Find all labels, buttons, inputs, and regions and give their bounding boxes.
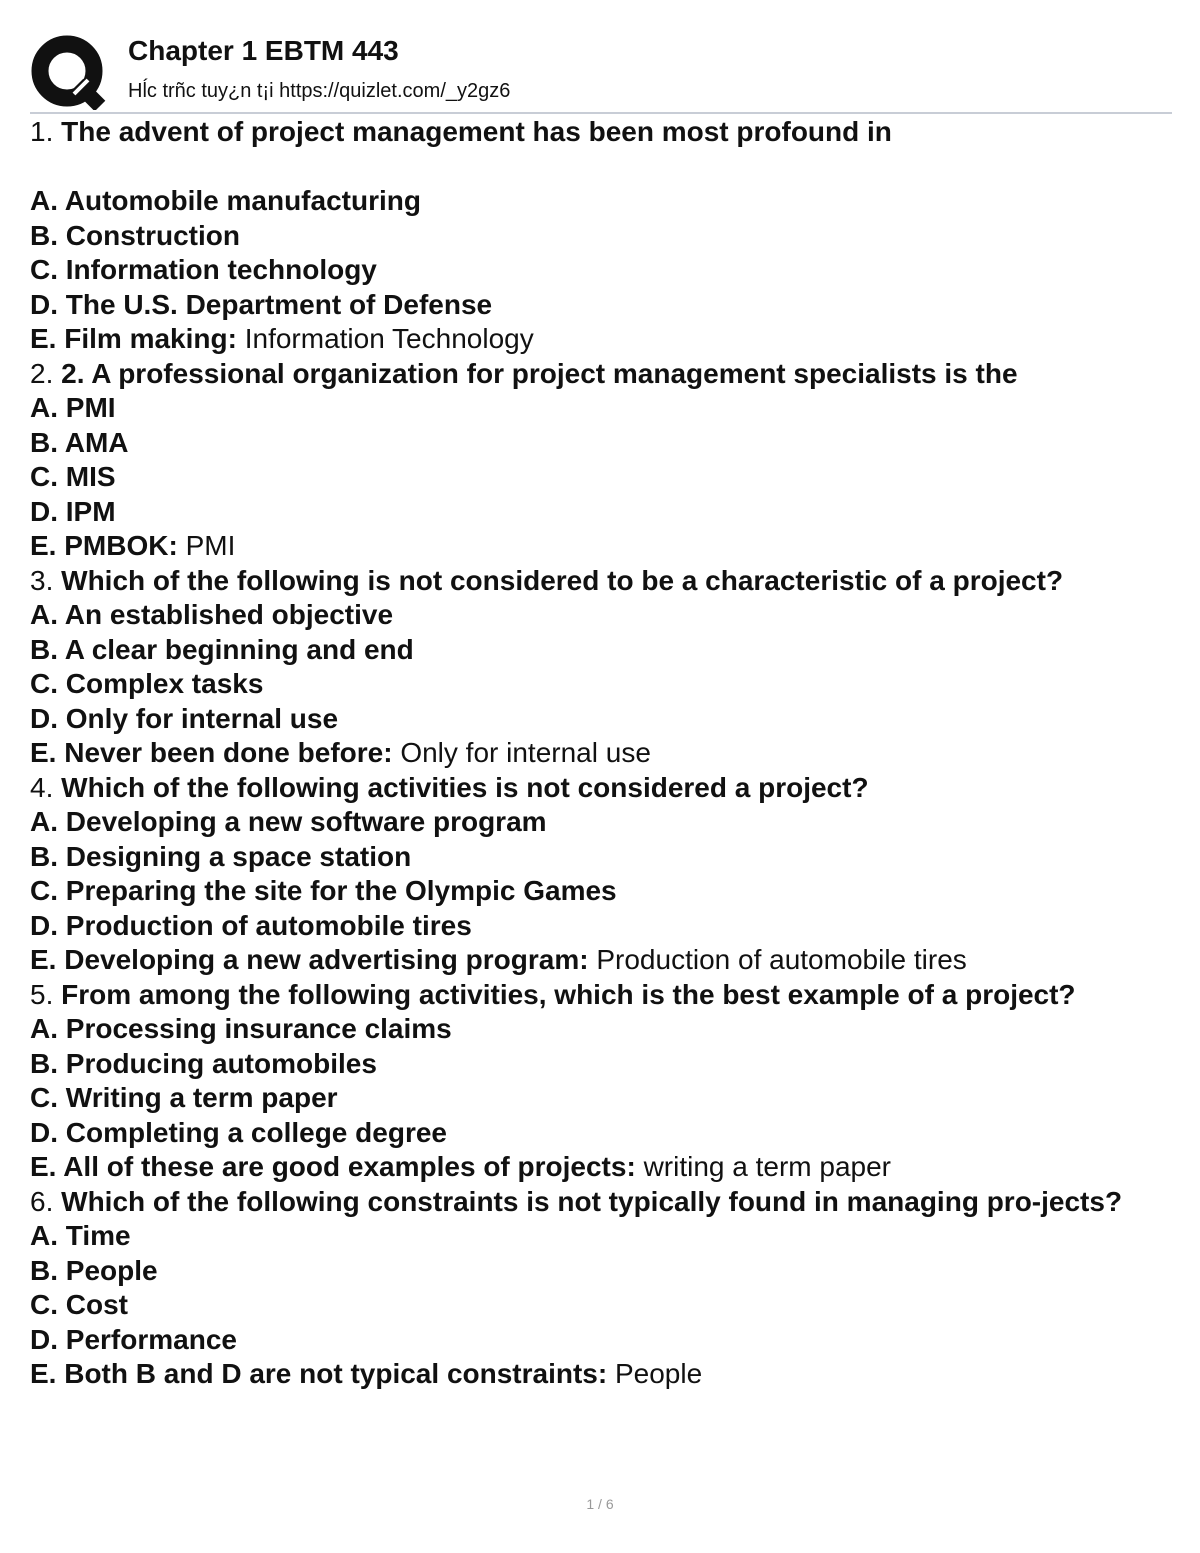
question-6: [30, 1185, 1180, 1220]
answer-text: Information Technology: [244, 323, 534, 354]
page-header: [30, 26, 1172, 112]
option-a: A. An established objective: [30, 599, 394, 630]
quizlet-logo-icon: [30, 34, 106, 110]
option-e-answer: [30, 529, 1180, 564]
option-e: E. PMBOK:: [30, 530, 178, 561]
option-a: A. Developing a new software program: [30, 806, 547, 837]
option-d: D. IPM: [30, 495, 116, 527]
option-d: D. Performance: [30, 1323, 237, 1355]
option-d: D. Only for internal use: [30, 702, 339, 734]
option-e: E. Developing a new advertising program:: [30, 944, 589, 975]
question-number: 1.: [30, 116, 54, 147]
option-d: D. Production of automobile tires: [30, 909, 472, 941]
option-b: B. AMA: [30, 426, 129, 458]
option-c: C. MIS: [30, 461, 116, 492]
answer-text: Production of automobile tires: [596, 944, 967, 975]
question-1: [30, 115, 1180, 150]
option-e-answer: [30, 736, 1180, 771]
option-a: A. PMI: [30, 392, 116, 423]
option-c: C. Information technology: [30, 254, 377, 285]
page-title: Chapter 1 EBTM 443: [128, 35, 399, 66]
option-b: B. Construction: [30, 219, 240, 251]
page-subtitle: Hĺc trñc tuy¿n t¡i https://quizlet.com/_y2gz6: [128, 80, 511, 102]
option-e-answer: [30, 1150, 1180, 1185]
question-text: The advent of project management has been most profound in: [61, 116, 892, 147]
option-c: C. Complex tasks: [30, 668, 264, 699]
option-e: E. Film making:: [30, 323, 237, 354]
option-b: B. Producing automobiles: [30, 1047, 377, 1079]
question-number: 6.: [30, 1185, 54, 1217]
option-e-answer: [30, 943, 1180, 978]
option-b: B. Designing a space station: [30, 840, 412, 872]
question-text: From among the following activities, which is the best example of a project?: [61, 978, 1076, 1010]
question-number: 2.: [30, 357, 54, 389]
option-c: C. Writing a term paper: [30, 1082, 338, 1113]
question-5: [30, 978, 1180, 1013]
option-b: B. A clear beginning and end: [30, 633, 414, 665]
page-indicator: 1 / 6: [586, 1496, 614, 1512]
question-list: [30, 115, 1180, 1392]
answer-text: Only for internal use: [400, 737, 651, 768]
option-e: E. Both B and D are not typical constraints:: [30, 1358, 608, 1389]
blank-line: [30, 150, 1180, 185]
option-e-answer: [30, 322, 1180, 357]
option-a: A. Automobile manufacturing: [30, 185, 421, 216]
question-text: 2. A professional organization for project management specialists is the: [61, 357, 1018, 389]
question-number: 4.: [30, 771, 54, 803]
answer-text: PMI: [185, 530, 236, 561]
option-e-answer: [30, 1357, 1180, 1392]
header-divider: [30, 112, 1172, 114]
option-e: E. Never been done before:: [30, 737, 393, 768]
question-4: [30, 771, 1180, 806]
option-e: E. All of these are good examples of projects:: [30, 1151, 636, 1182]
question-2: [30, 357, 1180, 392]
option-d: D. The U.S. Department of Defense: [30, 288, 493, 320]
option-a: A. Time: [30, 1220, 131, 1251]
option-a: A. Processing insurance claims: [30, 1013, 452, 1044]
option-c: C. Preparing the site for the Olympic Games: [30, 875, 617, 906]
option-d: D. Completing a college degree: [30, 1116, 447, 1148]
answer-text: People: [614, 1358, 703, 1389]
question-number: 5.: [30, 978, 54, 1010]
question-number: 3.: [30, 564, 54, 596]
answer-text: writing a term paper: [643, 1151, 891, 1182]
option-c: C. Cost: [30, 1289, 128, 1320]
question-text: Which of the following activities is not considered a project?: [61, 771, 869, 803]
option-b: B. People: [30, 1254, 158, 1286]
question-3: [30, 564, 1180, 599]
question-text: Which of the following constraints is not typically found in managing pro-jects?: [61, 1185, 1123, 1217]
question-text: Which of the following is not considered to be a characteristic of a project?: [61, 564, 1064, 596]
